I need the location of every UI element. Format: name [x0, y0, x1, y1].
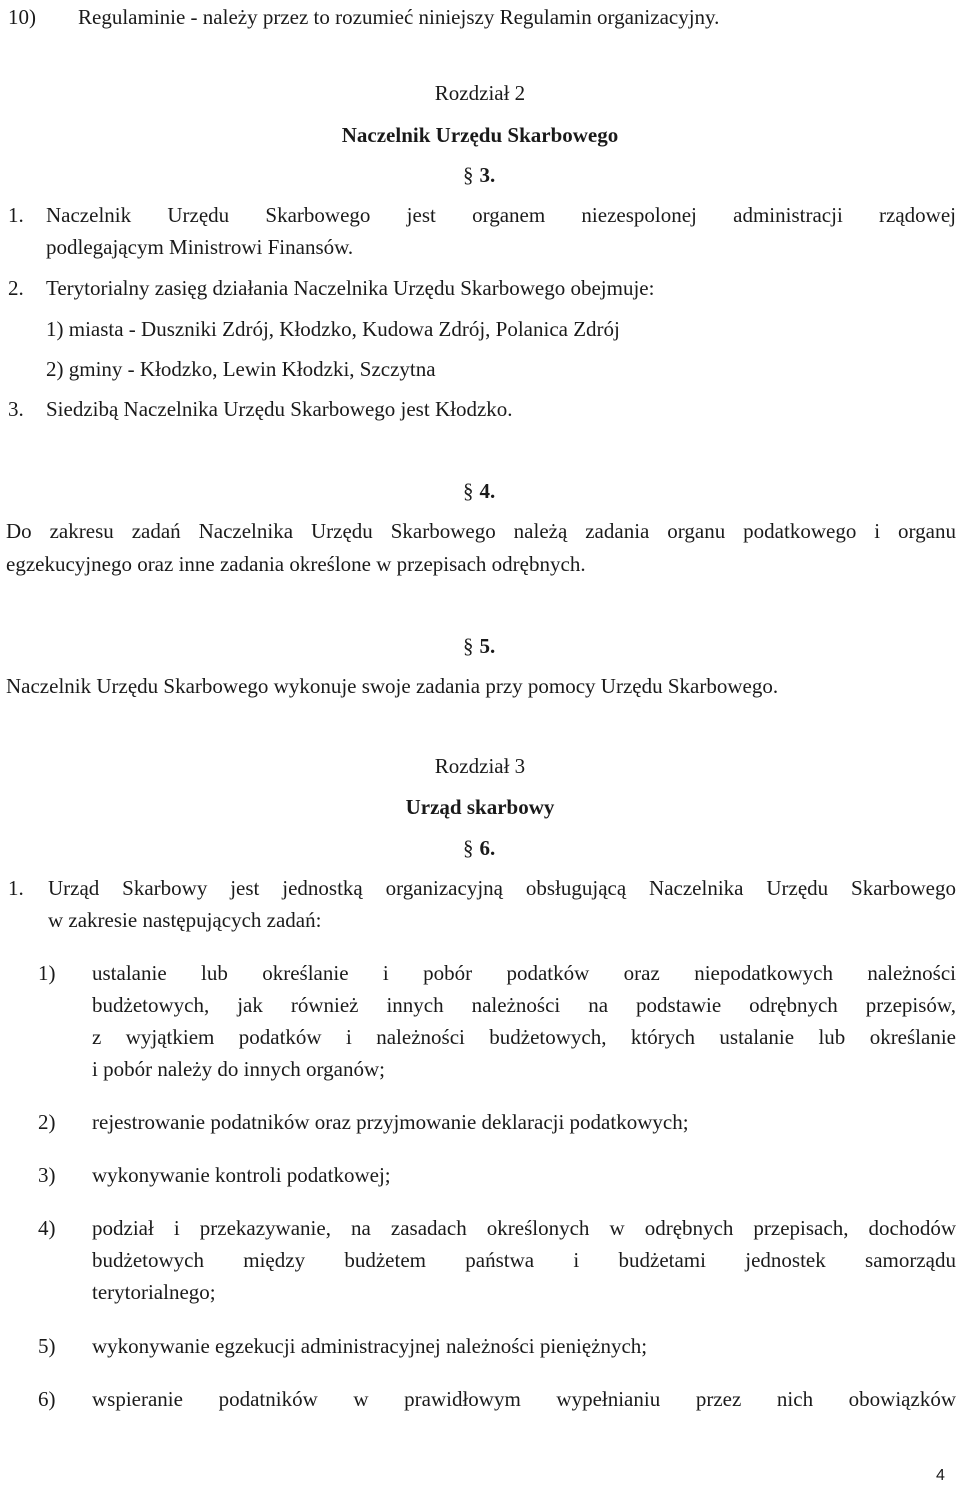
list-item-line: podział i przekazywanie, na zasadach określonych w odrębnych przepisach, dochodów [92, 1216, 956, 1240]
page-number: 4 [936, 1467, 945, 1484]
list-number: 5) [38, 1334, 56, 1358]
paragraph-line: podlegającym Ministrowi Finansów. [46, 235, 354, 259]
section-sign-icon: § [463, 634, 474, 658]
list-item-line: z wyjątkiem podatków i należności budżetowych, których ustalanie lub określanie [92, 1025, 956, 1049]
section-sign-icon: § [463, 836, 474, 860]
chapter-label: Rozdział 2 [434, 81, 526, 105]
list-number: 2) [38, 1110, 56, 1134]
definition-text: Regulaminie - należy przez to rozumieć niniejszy Regulamin organizacyjny. [78, 5, 720, 29]
section-sign-icon: § [463, 163, 474, 187]
paragraph-text: Terytorialny zasięg działania Naczelnika Urzędu Skarbowego obejmuje: [46, 276, 655, 300]
paragraph-line: w zakresie następujących zadań: [48, 908, 322, 932]
list-item: 1) miasta - Duszniki Zdrój, Kłodzko, Kudowa Zdrój, Polanica Zdrój [46, 317, 620, 341]
list-number: 3) [38, 1163, 56, 1187]
paragraph-line: Naczelnik Urzędu Skarbowego jest organem niezespolonej administracji rządowej [46, 203, 956, 227]
paragraph-line: egzekucyjnego oraz inne zadania określone w przepisach odrębnych. [6, 552, 586, 576]
list-item: 2) gminy - Kłodzko, Lewin Kłodzki, Szczytna [46, 357, 436, 381]
list-item-line: wspieranie podatników w prawidłowym wypełnianiu przez nich obowiązków [92, 1387, 956, 1411]
list-item-line: ustalanie lub określanie i pobór podatków oraz niepodatkowych należności [92, 961, 956, 985]
section-number: 5. [479, 634, 496, 658]
list-number: 1) [38, 961, 56, 985]
section-heading [463, 478, 495, 505]
list-item-line: terytorialnego; [92, 1280, 216, 1304]
chapter-title: Urząd skarbowy [405, 795, 555, 819]
paragraph-number: 2. [8, 276, 24, 300]
list-number: 4) [38, 1216, 56, 1240]
paragraph-text: Naczelnik Urzędu Skarbowego wykonuje swoje zadania przy pomocy Urzędu Skarbowego. [6, 674, 779, 698]
chapter-label: Rozdział 3 [434, 754, 526, 778]
paragraph-number: 1. [8, 876, 24, 900]
list-number: 6) [38, 1387, 56, 1411]
section-number: 3. [479, 163, 496, 187]
section-sign-icon: § [463, 479, 474, 503]
section-number: 4. [479, 479, 496, 503]
list-item-line: budżetowych między budżetem państwa i budżetami jednostek samorządu [92, 1248, 956, 1272]
paragraph-line: Urząd Skarbowy jest jednostką organizacyjną obsługującą Naczelnika Urzędu Skarbowego [48, 876, 956, 900]
list-item-line: rejestrowanie podatników oraz przyjmowanie deklaracji podatkowych; [92, 1110, 689, 1134]
paragraph-line: Do zakresu zadań Naczelnika Urzędu Skarbowego należą zadania organu podatkowego i organu [6, 519, 956, 543]
list-item-line: wykonywanie egzekucji administracyjnej należności pieniężnych; [92, 1334, 648, 1358]
paragraph-number: 1. [8, 203, 24, 227]
paragraph-number: 3. [8, 397, 24, 421]
list-item-line: i pobór należy do innych organów; [92, 1057, 385, 1081]
list-item-line: budżetowych, jak również innych należności na podstawie odrębnych przepisów, [92, 993, 956, 1017]
list-number: 10) [8, 5, 36, 29]
section-heading [463, 633, 495, 660]
section-heading [463, 835, 495, 862]
list-item-line: wykonywanie kontroli podatkowej; [92, 1163, 391, 1187]
section-heading [463, 162, 495, 189]
paragraph-text: Siedzibą Naczelnika Urzędu Skarbowego jest Kłodzko. [46, 397, 513, 421]
section-number: 6. [479, 836, 496, 860]
chapter-title: Naczelnik Urzędu Skarbowego [341, 123, 619, 147]
